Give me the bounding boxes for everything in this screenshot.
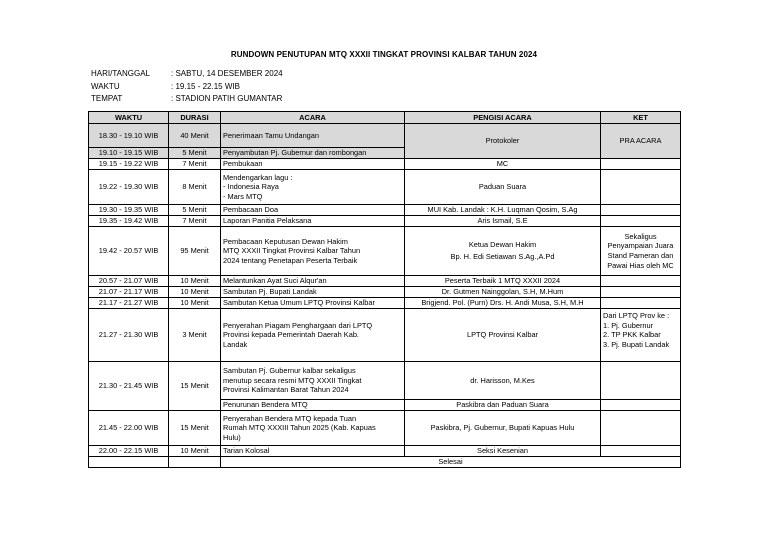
table-row [89,457,681,468]
acara-line: Pembacaan Keputusan Dewan Hakim [223,236,348,246]
cell-durasi: 40 Menit [169,124,221,148]
meta-value: : STADION PATIH GUMANTAR [171,94,283,104]
rundown-table [88,111,681,468]
cell-pengisi: Dr. Gutmen Nainggolan, S.H, M.Hum [405,287,601,298]
acara-line: Sambutan Pj. Gubernur kalbar sekaligus [223,366,356,376]
cell-acara: Penyambutan Pj. Gubernur dan rombongan [221,148,405,159]
table-row [89,287,681,298]
cell-waktu: 19.22 - 19.30 WIB [89,170,169,205]
acara-line: - Mars MTQ [223,191,263,201]
pengisi-line: Bp. H. Edi Setiawan S.Ag.,A.Pd [450,252,555,261]
cell-acara: Laporan Panitia Pelaksana [221,216,405,227]
cell-durasi: 5 Menit [169,148,221,159]
cell-durasi [169,457,221,468]
cell-durasi: 15 Menit [169,411,221,446]
meta-key: HARI/TANGGAL [91,69,150,78]
cell-durasi: 10 Menit [169,446,221,457]
cell-acara: Sambutan Ketua Umum LPTQ Provinsi Kalbar [221,298,405,309]
pengisi-line: Ketua Dewan Hakim [468,240,537,250]
meta-key: TEMPAT [91,94,123,104]
ket-line: Dari LPTQ Prov ke : [603,311,670,320]
table-row [89,446,681,457]
acara-line: Provinsi Kalimantan Barat Tahun 2024 [223,385,349,395]
cell-acara: Pembukaan [221,159,405,170]
cell-durasi: 3 Menit [169,309,221,362]
cell-acara [221,411,405,446]
cell-pengisi: Brigjend. Pol. (Purn) Drs. H. Andi Musa, S.H, M.H [405,298,601,309]
cell-ket [601,205,681,216]
cell-waktu: 22.00 - 22.15 WIB [89,446,169,457]
cell-pengisi: Aris Ismail, S.E [405,216,601,227]
cell-acara [221,362,405,400]
cell-waktu: 18.30 - 19.10 WIB [89,124,169,148]
ket-line: Penyampaian Juara [607,241,674,251]
header-acara: ACARA [221,112,405,124]
table-row [89,124,681,148]
cell-waktu: 21.27 - 21.30 WIB [89,309,169,362]
cell-durasi: 15 Menit [169,362,221,411]
acara-line: Mendengarkan lagu : [223,172,293,182]
acara-line: MTQ XXXII Tingkat Provinsi Kalbar Tahun [223,246,361,256]
cell-pengisi: Paskibra dan Paduan Suara [405,400,601,411]
table-row [89,170,681,205]
table-row [89,159,681,170]
acara-line: Provinsi kepada Pemerintah Daerah Kab. [223,330,359,340]
header-durasi: DURASI [169,112,221,124]
acara-line: - Indonesia Raya [223,182,279,192]
cell-ket [601,287,681,298]
meta-row-time [91,81,283,94]
cell-ket [601,411,681,446]
cell-pengisi: Seksi Kesenian [405,446,601,457]
table-row [89,205,681,216]
cell-waktu: 19.42 - 20.57 WIB [89,227,169,276]
header-waktu: WAKTU [89,112,169,124]
cell-acara: Sambutan Pj. Bupati Landak [221,287,405,298]
cell-pengisi: MUI Kab. Landak : K.H. Luqman Qosim, S.Ag [405,205,601,216]
cell-durasi: 7 Menit [169,216,221,227]
meta-row-date [91,68,283,81]
cell-waktu: 19.30 - 19.35 WIB [89,205,169,216]
cell-waktu: 21.17 - 21.27 WIB [89,298,169,309]
cell-waktu: 21.07 - 21.17 WIB [89,287,169,298]
acara-line: menutup secara resmi MTQ XXXII Tingkat [223,375,362,385]
meta-value: : 19.15 - 22.15 WIB [171,81,240,91]
cell-acara [221,309,405,362]
cell-pengisi: Protokoler [405,124,601,159]
ket-line: 1. Pj. Gubernur [603,320,654,330]
table-row [89,362,681,400]
cell-ket [601,170,681,205]
cell-closing: Selesai [221,457,681,468]
cell-acara: Melantunkan Ayat Suci Alqur'an [221,276,405,287]
header-ket: KET [601,112,681,124]
cell-pengisi: Paskibra, Pj. Gubernur, Bupati Kapuas Hulu [405,411,601,446]
cell-waktu: 21.30 - 21.45 WIB [89,362,169,411]
cell-waktu: 21.45 - 22.00 WIB [89,411,169,446]
cell-ket [601,400,681,411]
acara-line: Penyerahan Piagam Penghargaan dari LPTQ [223,320,373,330]
cell-acara [221,227,405,276]
cell-durasi: 10 Menit [169,276,221,287]
ket-line: 2. TP PKK Kalbar [603,330,661,340]
cell-ket [601,216,681,227]
cell-acara [221,170,405,205]
table-row [89,309,681,362]
cell-acara: Pembacaan Doa [221,205,405,216]
table-row [89,298,681,309]
acara-line: Rumah MTQ XXXIII Tahun 2025 (Kab. Kapuas [223,423,376,433]
table-header-row [89,112,681,124]
cell-durasi: 5 Menit [169,205,221,216]
cell-ket [601,446,681,457]
cell-durasi: 10 Menit [169,298,221,309]
cell-acara: Tarian Kolosal [221,446,405,457]
cell-pengisi: Paduan Suara [405,170,601,205]
ket-line: 3. Pj. Bupati Landak [603,339,670,349]
cell-acara: Penurunan Bendera MTQ [221,400,405,411]
acara-line: Hulu) [223,432,241,442]
acara-line: 2024 tentang Penetapan Peserta Terbaik [223,255,358,265]
cell-pengisi [405,227,601,276]
cell-pengisi: dr. Harisson, M.Kes [405,362,601,400]
cell-ket [601,276,681,287]
cell-waktu [89,457,169,468]
cell-ket: PRA ACARA [601,124,681,159]
cell-ket [601,309,681,362]
header-pengisi-acara: PENGISI ACARA [405,112,601,124]
ket-line: Pawai Hias oleh MC [607,260,674,270]
ket-line: Sekaligus [624,231,657,241]
meta-key: WAKTU [91,81,120,91]
meta-value: : SABTU, 14 DESEMBER 2024 [171,69,283,78]
ket-line: Stand Pameran dan [607,251,674,260]
cell-ket [601,227,681,276]
cell-durasi: 7 Menit [169,159,221,170]
table-row [89,411,681,446]
table-row [89,227,681,276]
cell-waktu: 19.35 - 19.42 WIB [89,216,169,227]
document-title: RUNDOWN PENUTUPAN MTQ XXXII TINGKAT PROVINSI KALBAR TAHUN 2024 [230,50,538,59]
cell-durasi: 8 Menit [169,170,221,205]
cell-pengisi: MC [405,159,601,170]
meta-row-place [91,93,283,106]
cell-waktu: 19.15 - 19.22 WIB [89,159,169,170]
acara-line: Landak [223,339,248,349]
table-row [89,216,681,227]
cell-acara: Penerimaan Tamu Undangan [221,124,405,148]
cell-pengisi: LPTQ Provinsi Kalbar [405,309,601,362]
table-row [89,276,681,287]
acara-line: Penyerahan Bendera MTQ kepada Tuan [223,413,357,423]
cell-ket [601,159,681,170]
cell-durasi: 95 Menit [169,227,221,276]
cell-ket [601,362,681,400]
event-meta [91,68,283,106]
cell-ket [601,298,681,309]
cell-waktu: 20.57 - 21.07 WIB [89,276,169,287]
cell-durasi: 10 Menit [169,287,221,298]
cell-waktu: 19.10 - 19.15 WIB [89,148,169,159]
cell-pengisi: Peserta Terbaik 1 MTQ XXXII 2024 [405,276,601,287]
